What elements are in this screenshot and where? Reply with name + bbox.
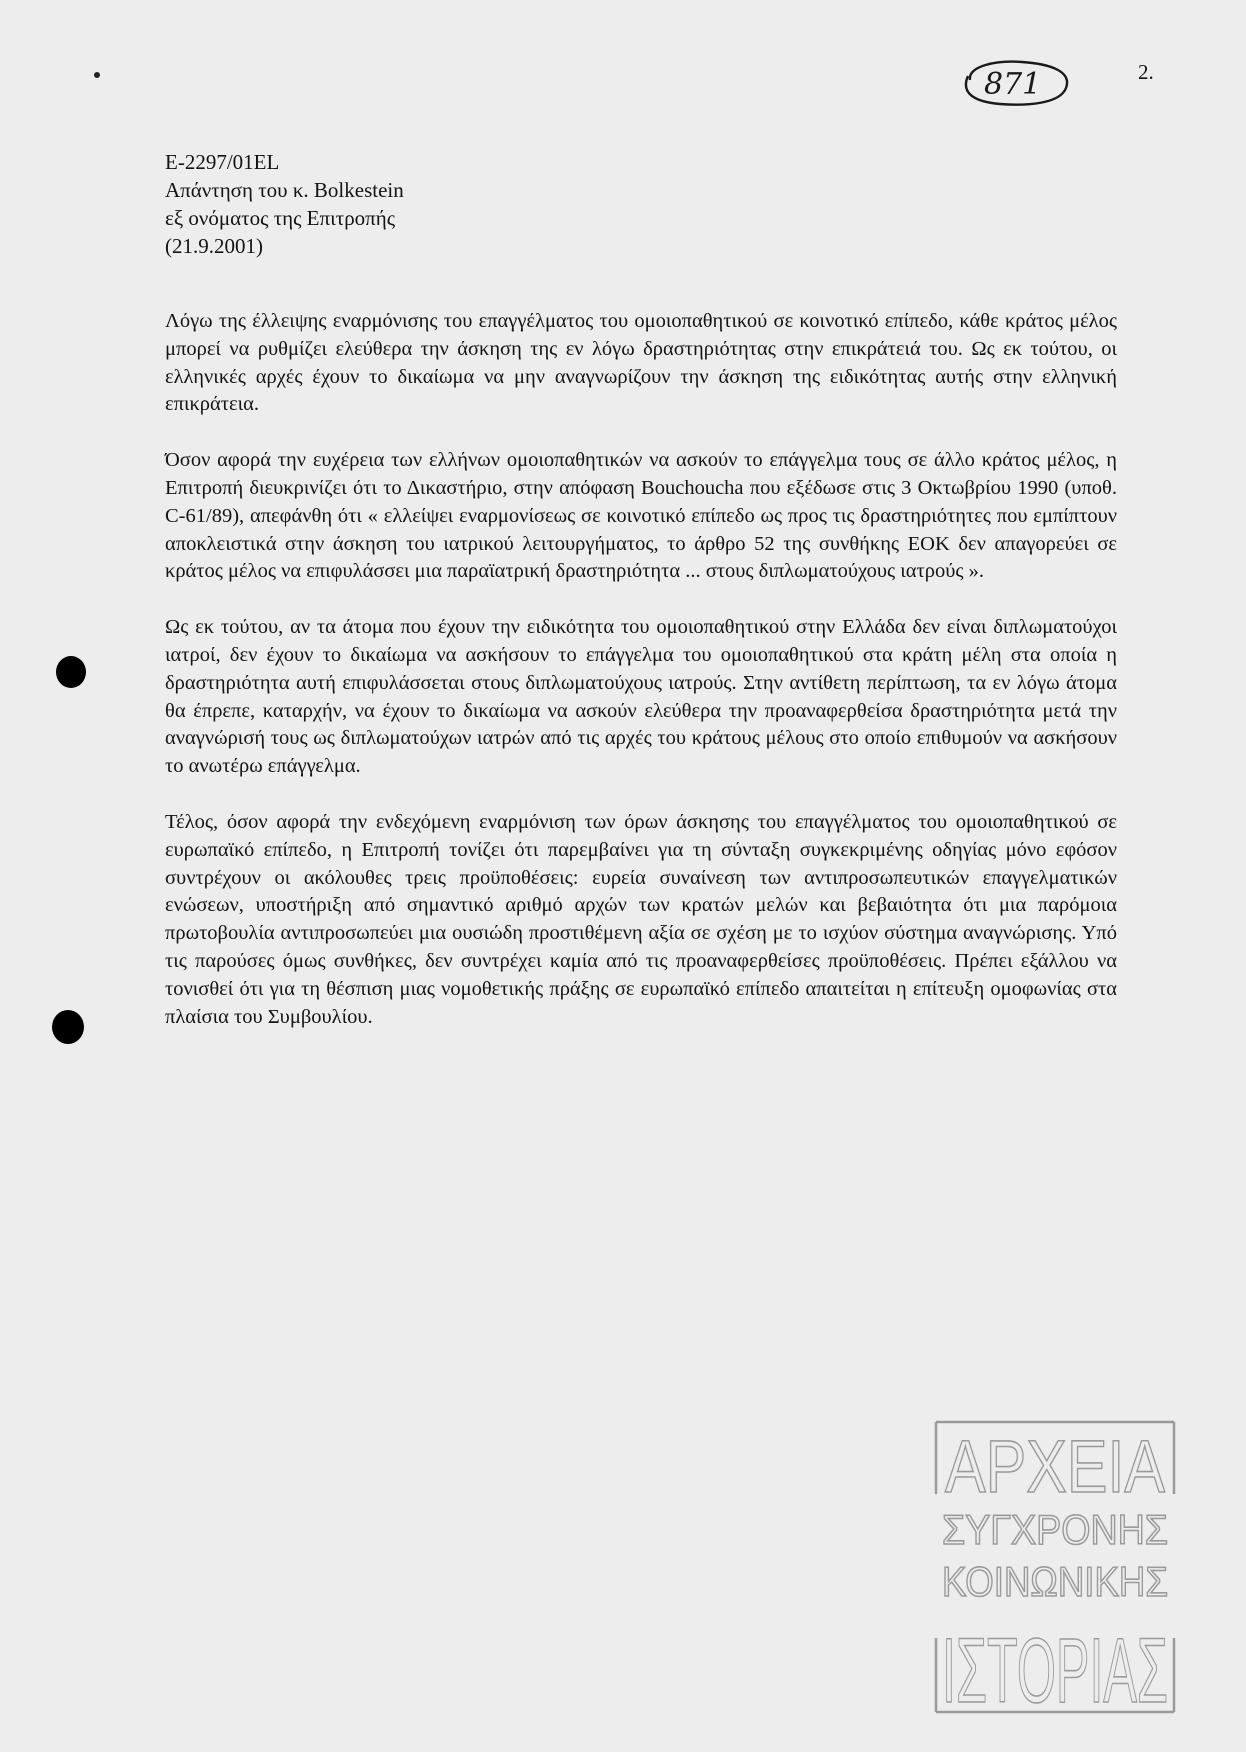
on-behalf-of: εξ ονόματος της Επιτροπής — [165, 206, 396, 230]
paragraph: Λόγω της έλλειψης εναρμόνισης του επαγγέλματος του ομοιοπαθητικού σε κοινοτικό επίπεδο, κάθε κράτος μέλος μπορεί να ρυθμίζει ελεύθερα την άσκηση της εν λόγω δραστηριότητας στην επικράτειά του. Ως εκ τούτου, οι ελληνικές αρχές έχουν το δικαίωμα να μην αναγνωρίζουν την άσκηση της ειδικότητας αυτής στην ελληνική επικράτεια. — [165, 310, 1117, 416]
handwritten-stamp — [956, 58, 1074, 108]
paragraph: Τέλος, όσον αφορά την ενδεχόμενη εναρμόνιση των όρων άσκησης του επαγγέλματος του ομοιοπαθητικού σε ευρωπαϊκό επίπεδο, η Επιτροπή τονίζει ότι παρεμβαίνει για τη σύνταξη συγκεκριμένης οδηγίας μόνο εφόσον συντρέχουν οι ακόλουθες τρεις προϋποθέσεις: ευρεία συναίνεση των αντιπροσωπευτικών επαγγελματικών ενώσεων, υποστήριξη από σημαντικό αριθμό αρχών των κρατών μελών και βεβαιότητα ότι μια παρόμοια πρωτοβουλία αντιπροσωπεύει μια ουσιώδη προστιθέμενη αξία σε σχέση με το ισχύον σύστημα αναγνώρισης. Υπό τις παρούσες όμως συνθήκες, δεν συντρέχει καμία από τις προαναφερθείσες προϋποθέσεις. Πρέπει εξάλλου να τονισθεί ότι για τη θέσπιση μιας νομοθετικής πράξης σε ευρωπαϊκό επίπεδο απαιτείται η επίτευξη ομοφωνίας στα πλαίσια του Συμβουλίου. — [165, 810, 1117, 1028]
stamp-number: 871 — [984, 67, 1042, 102]
paragraph: Ως εκ τούτου, αν τα άτομα που έχουν την ειδικότητα του ομοιοπαθητικού στην Ελλάδα δεν είναι διπλωματούχοι ιατροί, δεν έχουν το δικαίωμα να ασκήσουν το επάγγελμα του ομοιοπαθητικού στα κράτη μέλη στα οποία η δραστηριότητα αυτή επιφυλάσσεται στους διπλωματούχους ιατρούς. Στην αντίθετη περίπτωση, τα εν λόγω άτομα θα έπρεπε, καταρχήν, να έχουν το δικαίωμα να ασκούν ελεύθερα την προαναφερθείσα δραστηριότητα μετά την αναγνώρισή τους ως διπλωματούχων ιατρών από τις αρχές του κράτους μέλους στο οποίο επιθυμούν να ασκήσουν το ανωτέρω επάγγελμα. — [165, 616, 1117, 778]
archive-logo-line2: ΣΥΓΧΡΟΝΗΣ — [942, 1506, 1168, 1553]
answer-by: Απάντηση του κ. Bolkestein — [165, 178, 404, 202]
scan-speck — [94, 72, 100, 78]
archive-logo — [930, 1418, 1180, 1722]
archive-logo-line3: ΚΟΙΝΩΝΙΚΗΣ — [942, 1558, 1168, 1605]
punch-hole-top — [56, 656, 86, 688]
page-number: 2. — [1138, 60, 1154, 84]
punch-hole-bottom — [52, 1010, 84, 1044]
reference-number: E-2297/01EL — [165, 150, 280, 174]
archive-logo-line1: ΑΡΧΕΙΑ — [945, 1425, 1166, 1508]
document-body — [165, 308, 1117, 1059]
document-header — [165, 148, 404, 260]
paragraph: Όσον αφορά την ευχέρεια των ελλήνων ομοιοπαθητικών να ασκούν το επάγγελμα τους σε άλλο κράτος μέλος, η Επιτροπή διευκρινίζει ότι το Δικαστήριο, στην απόφαση Bouchoucha που εξέδωσε στις 3 Οκτωβρίου 1990 (υποθ. C-61/89), απεφάνθη ότι « ελλείψει εναρμονίσεως σε κοινοτικό επίπεδο ως προς τις δραστηριότητες που εμπίπτουν αποκλειστικά στην άσκηση του ιατρικού λειτουργήματος, το άρθρο 52 της συνθήκης ΕΟΚ δεν απαγορεύει σε κράτος μέλος να επιφυλάσσει μια παραϊατρική δραστηριότητα ... στους διπλωματούχους ιατρούς ». — [165, 449, 1117, 583]
answer-date: (21.9.2001) — [165, 234, 263, 258]
archive-logo-line4: ΙΣΤΟΡΙΑΣ — [942, 1620, 1168, 1722]
